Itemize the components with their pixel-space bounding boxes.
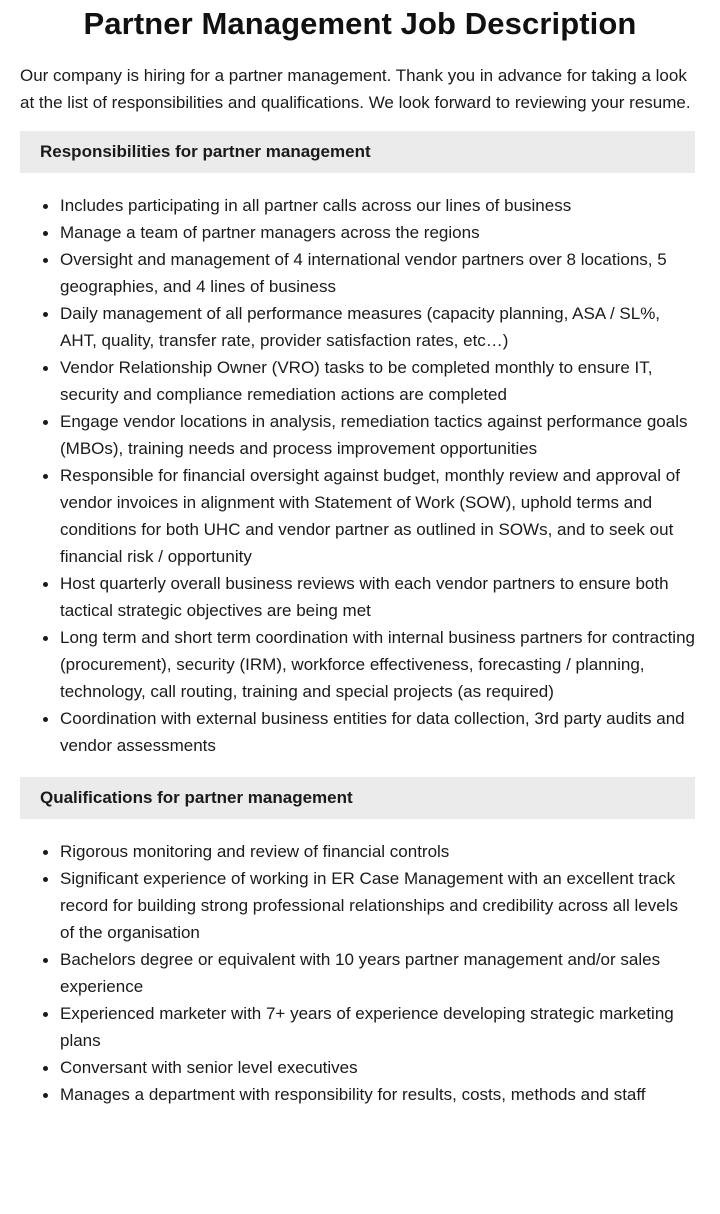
qualifications-list [20,838,700,1108]
list-item: Coordination with external business entities for data collection, 3rd party audits and vendor assessments [60,705,696,759]
list-item: Manages a department with responsibility for results, costs, methods and staff [60,1081,696,1108]
list-item: Oversight and management of 4 international vendor partners over 8 locations, 5 geographies, and 4 lines of business [60,246,696,300]
list-item: Responsible for financial oversight against budget, monthly review and approval of vendor invoices in alignment with Statement of Work (SOW), uphold terms and conditions for both UHC and vendor partner as outlined in SOWs, and to seek out financial risk / opportunity [60,462,696,570]
list-item: Daily management of all performance measures (capacity planning, ASA / SL%, AHT, quality, transfer rate, provider satisfaction rates, etc…) [60,300,696,354]
list-item: Engage vendor locations in analysis, remediation tactics against performance goals (MBOs), training needs and process improvement opportunities [60,408,696,462]
responsibilities-header: Responsibilities for partner management [20,131,695,173]
qualifications-header: Qualifications for partner management [20,777,695,819]
list-item: Includes participating in all partner calls across our lines of business [60,192,696,219]
page-title: Partner Management Job Description [83,6,637,41]
list-item: Long term and short term coordination with internal business partners for contracting (procurement), security (IRM), workforce effectiveness, forecasting / planning, technology, call routing, training and special projects (as required) [60,624,696,705]
list-item: Vendor Relationship Owner (VRO) tasks to be completed monthly to ensure IT, security and compliance remediation actions are completed [60,354,696,408]
list-item: Manage a team of partner managers across the regions [60,219,696,246]
list-item: Rigorous monitoring and review of financial controls [60,838,696,865]
list-item: Host quarterly overall business reviews with each vendor partners to ensure both tactical strategic objectives are being met [60,570,696,624]
list-item: Bachelors degree or equivalent with 10 years partner management and/or sales experience [60,946,696,1000]
list-item: Experienced marketer with 7+ years of experience developing strategic marketing plans [60,1000,696,1054]
list-item: Conversant with senior level executives [60,1054,696,1081]
list-item: Significant experience of working in ER Case Management with an excellent track record for building strong professional relationships and credibility across all levels of the organisation [60,865,696,946]
responsibilities-list [20,192,700,759]
intro-paragraph: Our company is hiring for a partner management. Thank you in advance for taking a look at the list of responsibilities and qualifications. We look forward to reviewing your resume. [20,66,691,112]
